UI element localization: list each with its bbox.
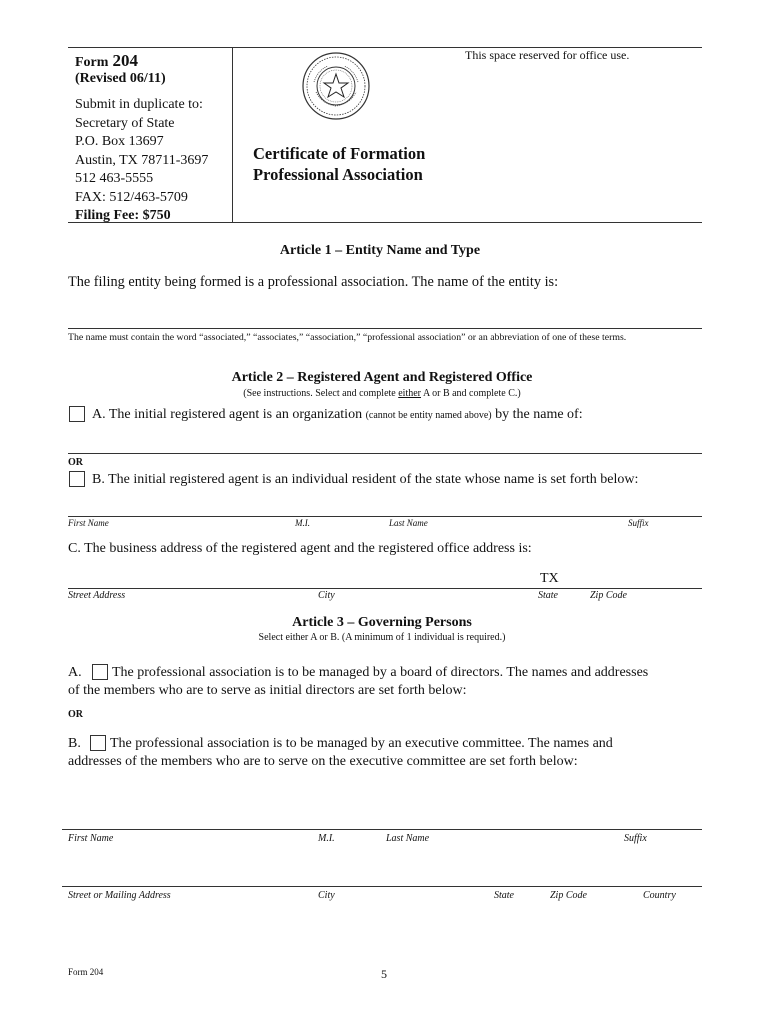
- option-c-address: C. The business address of the registered agent and the registered office address is:: [68, 541, 532, 556]
- article-2-instructions: [0, 388, 764, 399]
- option-a-end: by the name of:: [491, 407, 583, 422]
- label-first-name: First Name: [68, 518, 109, 528]
- article-1-heading: Article 1 – Entity Name and Type: [279, 243, 481, 258]
- or-label: OR: [68, 709, 83, 720]
- option-a-note: (cannot be entity named above): [365, 410, 492, 421]
- executive-committee-checkbox[interactable]: [90, 735, 106, 751]
- registered-office-address-field[interactable]: [68, 588, 702, 589]
- label-mi: M.I.: [318, 833, 335, 844]
- form-title: [253, 143, 425, 185]
- or-label: OR: [68, 457, 83, 468]
- form-revised: (Revised 06/11): [75, 71, 166, 86]
- board-option-letter: A.: [68, 665, 82, 680]
- submit-block: [75, 96, 208, 226]
- submit-line: Submit in duplicate to:: [75, 97, 203, 112]
- article-3-heading: Article 3 – Governing Persons: [292, 615, 472, 630]
- entity-name-field[interactable]: [68, 328, 702, 329]
- instr-before: (See instructions. Select and complete: [243, 388, 399, 399]
- label-state: State: [494, 890, 514, 901]
- governing-person-address-field[interactable]: [62, 886, 702, 887]
- label-zip-code: Zip Code: [590, 590, 627, 601]
- title-line-2: Professional Association: [253, 165, 423, 184]
- label-first-name: First Name: [68, 833, 114, 844]
- article-2-heading: Article 2 – Registered Agent and Registered Office: [231, 370, 533, 385]
- header-divider: [232, 47, 233, 223]
- label-city: City: [318, 590, 335, 601]
- form-number: 204: [112, 51, 138, 70]
- option-b-individual: B. The initial registered agent is an individual resident of the state whose name is set forth below:: [92, 472, 639, 487]
- page-number: 5: [381, 967, 387, 981]
- footer-form-label: Form 204: [68, 967, 104, 977]
- texas-state-seal: [302, 52, 370, 120]
- agent-organization-name-field[interactable]: [68, 453, 702, 454]
- agent-organization-checkbox[interactable]: [69, 406, 85, 422]
- submit-line: FAX: 512/463-5709: [75, 189, 188, 205]
- label-mi: M.I.: [295, 518, 310, 528]
- label-city: City: [318, 890, 335, 901]
- board-of-directors-checkbox[interactable]: [92, 664, 108, 680]
- label-street-address: Street Address: [68, 590, 126, 601]
- governing-person-name-field[interactable]: [62, 829, 702, 830]
- label-zip-code: Zip Code: [550, 890, 587, 901]
- committee-option-line-2: addresses of the members who are to serve on the executive committee are set forth below:: [68, 754, 578, 769]
- board-option-line-2: of the members who are to serve as initial directors are set forth below:: [68, 683, 467, 698]
- label-country: Country: [643, 890, 676, 901]
- submit-line: Secretary of State: [75, 115, 175, 131]
- label-suffix: Suffix: [628, 518, 649, 528]
- option-a-text: A. The initial registered agent is an organization: [92, 407, 366, 422]
- article-1-note: The name must contain the word “associated,” “associates,” “association,” “professional association” or an abbreviation of one of these terms.: [68, 332, 627, 343]
- board-option-line-1: The professional association is to be managed by a board of directors. The names and addresses: [112, 665, 649, 680]
- state-value: TX: [540, 571, 559, 586]
- option-a-organization: [92, 407, 583, 423]
- label-last-name: Last Name: [389, 518, 428, 528]
- label-street-mailing-address: Street or Mailing Address: [68, 890, 171, 901]
- committee-option-line-1: The professional association is to be managed by an executive committee. The names and: [110, 736, 613, 751]
- article-3-instructions: Select either A or B. (A minimum of 1 individual is required.): [258, 632, 506, 643]
- committee-option-letter: B.: [68, 736, 81, 751]
- instr-either: either: [398, 388, 421, 399]
- submit-line: 512 463-5555: [75, 171, 154, 186]
- instr-after: A or B and complete C.): [421, 388, 521, 399]
- form-id: [75, 51, 138, 71]
- label-suffix: Suffix: [624, 833, 647, 844]
- submit-line: P.O. Box 13697: [75, 134, 164, 149]
- title-line-1: Certificate of Formation: [253, 144, 426, 163]
- filing-fee: Filing Fee: $750: [75, 208, 171, 223]
- article-1-statement: The filing entity being formed is a professional association. The name of the entity is:: [68, 274, 559, 290]
- submit-line: Austin, TX 78711-3697: [75, 152, 209, 168]
- agent-individual-name-field[interactable]: [68, 516, 702, 517]
- agent-individual-checkbox[interactable]: [69, 471, 85, 487]
- label-last-name: Last Name: [386, 833, 430, 844]
- form-prefix: Form: [75, 55, 109, 70]
- label-state: State: [538, 590, 558, 601]
- office-use-note: This space reserved for office use.: [465, 48, 630, 62]
